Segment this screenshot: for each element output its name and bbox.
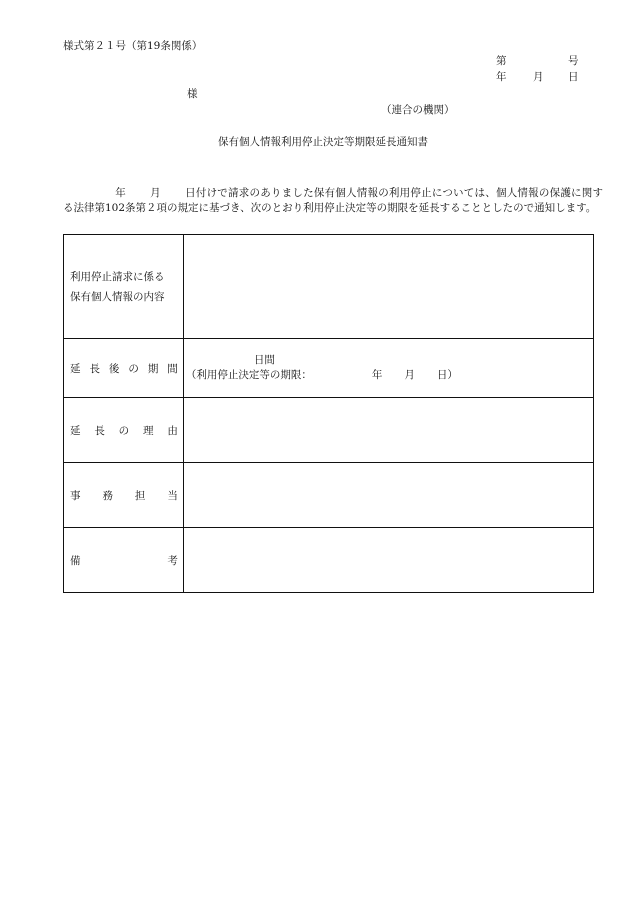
label-reason-char: 延: [70, 424, 81, 437]
label-content-line2: 保有個人情報の内容: [70, 290, 165, 303]
label-cell-staff: [64, 463, 184, 528]
label-period-char: 期: [147, 362, 159, 375]
deadline-month: 月: [404, 369, 415, 381]
label-period-char: の: [128, 362, 139, 375]
label-staff-char: 当: [167, 489, 178, 502]
date-year: 年: [496, 71, 507, 83]
table-row: [64, 339, 594, 398]
addressee-suffix: 様: [187, 88, 198, 100]
label-reason-char: の: [118, 424, 130, 437]
label-reason-char: 由: [167, 424, 178, 437]
label-content-line1: 利用停止請求に係る: [70, 270, 165, 283]
table-row: [64, 235, 594, 339]
body-paragraph: [63, 186, 603, 216]
table-row: [64, 463, 594, 528]
label-staff-char: 担: [134, 489, 146, 502]
value-cell-period: [183, 339, 593, 398]
body-text: 日付けで請求のありました保有個人情報の利用停止については、個人情報の保護に関する法律第102条第２項の規定に基づき、次のとおり利用停止決定等の期限を延長することとしたので通知します。: [63, 187, 603, 214]
form-number: 様式第２１号（第19条関係）: [63, 40, 203, 52]
value-cell-remarks: [183, 528, 593, 593]
body-year: 年: [115, 187, 126, 199]
label-reason-char: 理: [142, 424, 154, 437]
label-period-char: 長: [89, 362, 100, 375]
value-cell-reason: [183, 398, 593, 463]
extension-days: 日間: [253, 354, 275, 366]
deadline-note: [184, 368, 593, 383]
label-staff-char: 事: [70, 489, 81, 502]
deadline-year: 年: [371, 369, 383, 381]
table-row: [64, 398, 594, 463]
label-cell-period: [64, 339, 184, 398]
table-row: [64, 528, 594, 593]
value-cell-content: [183, 235, 593, 339]
label-staff-char: 務: [102, 489, 113, 502]
deadline-day: 日）: [436, 369, 458, 381]
label-cell-content: [64, 235, 184, 339]
date-month: 月: [533, 71, 544, 83]
extension-table: [63, 234, 594, 593]
deadline-note-prefix: （利用停止決定等の期限：: [185, 369, 312, 381]
label-period-char: 後: [108, 362, 120, 375]
value-cell-staff: [183, 463, 593, 528]
label-period-char: 間: [167, 362, 178, 375]
doc-number-suffix: 号: [568, 55, 579, 67]
issuer-label: （連合の機関）: [381, 104, 455, 116]
label-period-char: 延: [70, 362, 81, 375]
doc-number-prefix: 第: [496, 55, 507, 67]
date-day: 日: [568, 71, 579, 83]
label-cell-reason: [64, 398, 184, 463]
label-remarks-char: 考: [167, 554, 178, 567]
document-title: 保有個人情報利用停止決定等期限延長通知書: [218, 136, 428, 148]
label-remarks-char: 備: [70, 554, 81, 567]
body-month: 月: [149, 187, 161, 199]
label-cell-remarks: [64, 528, 184, 593]
label-reason-char: 長: [94, 424, 105, 437]
